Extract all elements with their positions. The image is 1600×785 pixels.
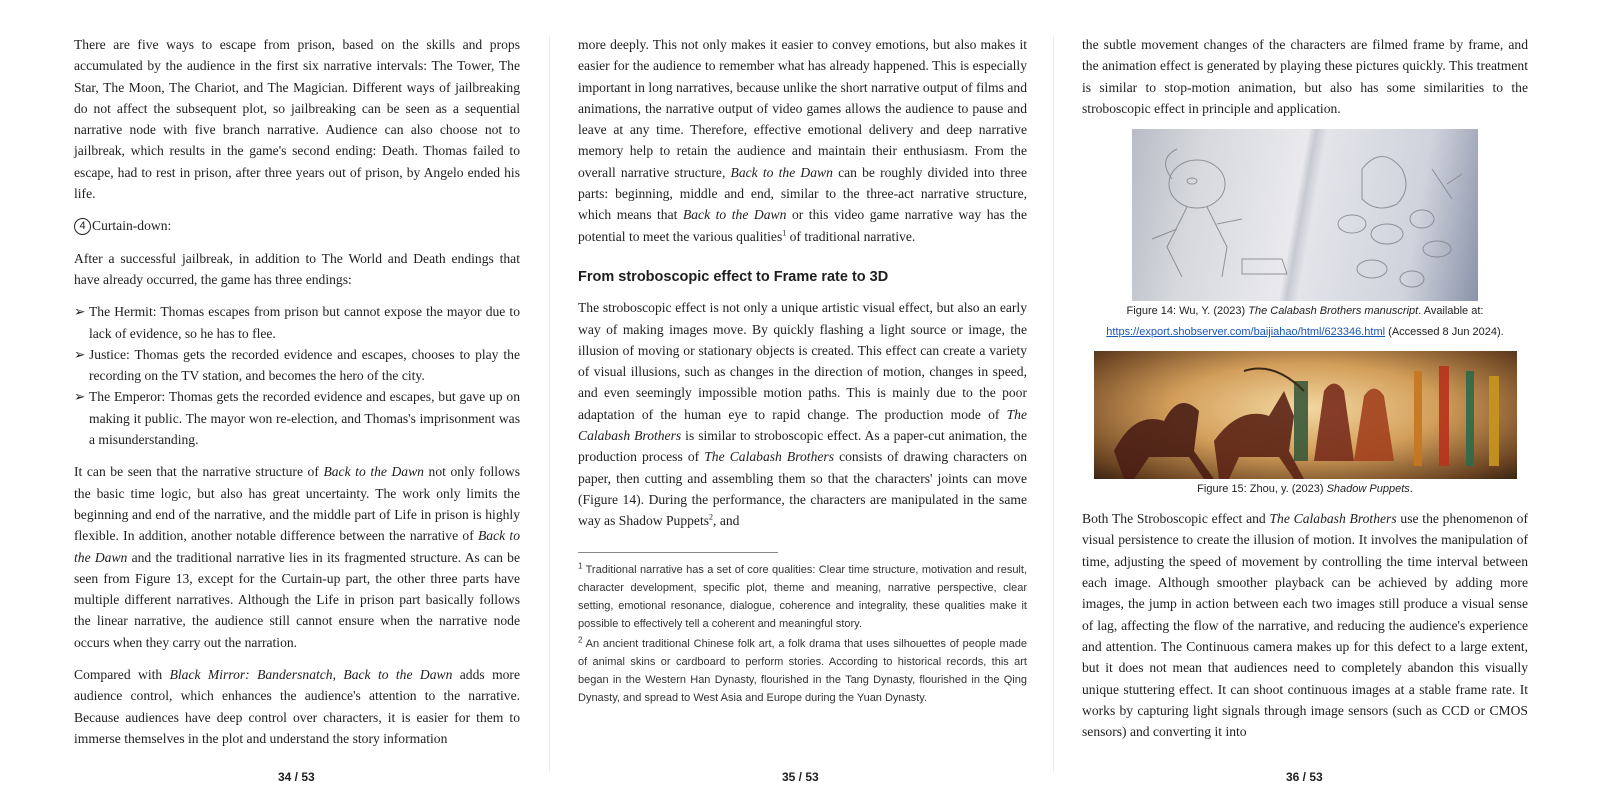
shadow-puppets-illustration [1094, 351, 1517, 479]
text-run: of traditional narrative. [786, 228, 916, 244]
list-item [74, 386, 520, 450]
paragraph: the subtle movement changes of the characters are filmed frame by frame, and the animation effect is generated by playing these pictures quickly. This treatment is similar to stop-motion animation, but also has some similarities to the stroboscopic effect in principle and application. [1082, 37, 1528, 116]
paragraph: After a successful jailbreak, in addition to The World and Death endings that have already occurred, the game has three endings: [74, 250, 520, 287]
arrow-bullet-icon: ➢ [74, 304, 86, 320]
list-item [74, 301, 520, 344]
italic-title: The Calabash Brothers [1269, 511, 1397, 527]
footnote-mark: 1 [578, 560, 583, 570]
text-run: adds more audience control, which enhances the audience's attention to the narrative. Because audiences have deep control over characters, it is easier for them to immerse themselves in the plot and understand the story information [74, 667, 520, 746]
figure-14-image [1132, 129, 1478, 301]
paragraph [578, 297, 1027, 531]
text-run: use the phenomenon of visual persistence to create the illusion of motion. It involves the manipulation of time, adjusting the speed of movement by controlling the time interval between each image. Although smoother playback can be achieved by adding more images, the jump in action between each two images still produce a visual sense of lag, affecting the flow of the narrative, and reducing the audience's experience and attention. The Continuous camera makes up for this defect to a large extent, but it does not mean that audiences need to completely abandon this visually unique stuttering effect. It can shoot continuous images at a stable frame rate. It works by capturing light signals through image sensors (such as CCD or CMOS sensors) and converting it into [1082, 511, 1528, 740]
arrow-bullet-icon: ➢ [74, 346, 86, 362]
list-item [74, 344, 520, 387]
page-separator-1 [549, 36, 550, 772]
caption-text: (Accessed 8 Jun 2024). [1385, 326, 1504, 339]
figure-14-caption [1082, 301, 1528, 343]
figure-15-caption [1082, 479, 1528, 500]
caption-text: . [1409, 483, 1413, 496]
list-item-text: Justice: Thomas gets the recorded evidence and escapes, chooses to play the recording on the TV station, and becomes the hero of the city. [89, 346, 520, 384]
footnote-mark: 2 [578, 634, 583, 644]
italic-title: Back to the Dawn [343, 667, 453, 683]
caption-italic: The Calabash Brothers manuscript [1248, 305, 1419, 318]
section-heading [74, 215, 520, 236]
paragraph: There are five ways to escape from prison, based on the skills and props accumulated by the audience in the first six narrative intervals: The Tower, The Star, The Moon, The Chariot, and The Magician. Different ways of jailbreaking do not affect the subsequent plot, so jailbreaking can be seen as a sequential narrative node with five branch narrative. Audience can also choose not to jailbreak, which results in the game's second ending: Death. Thomas failed to escape, had to rest in prison, after three years out of prison, by Angelo ended his life. [74, 37, 520, 202]
paragraph [74, 461, 520, 653]
circled-number: 4 [74, 218, 91, 235]
italic-title: Back to the Dawn [730, 164, 833, 180]
caption-text: Figure 14: Wu, Y. (2023) [1126, 305, 1249, 318]
text-run: It can be seen that the narrative structure of [74, 464, 324, 480]
page-34 [74, 34, 520, 760]
italic-title: Back to the Dawn [682, 207, 787, 223]
paragraph [578, 34, 1027, 247]
text-run: and the traditional narrative lies in its fragmented structure. As can be seen from Figure 13, except for the Curtain-up part, the other three parts have multiple different narratives. Although the Life in prison part basically follows the linear narrative, the audience still cannot ensure when the narrative node occurs when they carry out the narration. [74, 549, 520, 650]
page-separator-2 [1053, 36, 1054, 772]
text-run: can be roughly divided into three parts: beginning, middle and end, similar to the three-act narrative structure, which means that [578, 164, 1028, 223]
footnote-divider [578, 552, 778, 553]
caption-text: . Available at: [1418, 305, 1484, 318]
text-run: is similar to stroboscopic effect. As a paper-cut animation, the production process of [578, 428, 1028, 465]
text-run: Compared with [74, 667, 170, 683]
caption-italic: Shadow Puppets [1326, 483, 1410, 496]
footnote-text: An ancient traditional Chinese folk art, a folk drama that uses silhouettes of people made of animal skins or cardboard to perform stories. According to historical records, this art began in the Western Han Dynasty, flourished in the Tang Dynasty, flourished in the Qing Dynasty, and spread to West Asia and Europe during the Yuan Dynasty. [578, 637, 1027, 704]
sketch-illustration [1132, 129, 1478, 301]
page-number: 36 / 53 [1286, 770, 1323, 784]
list-item-text: The Hermit: Thomas escapes from prison but cannot expose the mayor due to lack of evidence, so he has to flee. [89, 304, 520, 341]
caption-text: Figure 15: Zhou, y. (2023) [1197, 483, 1327, 496]
page-number: 34 / 53 [278, 770, 315, 784]
section-heading-text: Curtain-down: [92, 218, 172, 234]
section-heading: From stroboscopic effect to Frame rate to 3D [578, 268, 889, 285]
page-36 [1082, 34, 1528, 753]
endings-list [74, 301, 520, 450]
footnote-ref[interactable]: 1 [782, 228, 787, 238]
text-run: more deeply. This not only makes it easier to convey emotions, but also makes it easier for the audience to remember what has already happened. This is especially important in long narratives, because unlike the short narrative output of films and animations, the narrative output of video games allows the audience to pause and leave at any time. Therefore, effective emotional delivery and deep narrative memory help to retain the audience and maintain their enthusiasm. From the overall narrative structure, [578, 37, 1027, 180]
list-item-text: The Emperor: Thomas gets the recorded evidence and escapes, but gave up on making it public. The mayor won re-election, and Thomas's imprisonment was a misunderstanding. [89, 389, 520, 448]
footnote-ref[interactable]: 2 [709, 512, 714, 522]
footnote-text: Traditional narrative has a set of core qualities: Clear time structure, motivation and result, character development, specific plot, theme and meaning, narrative perspective, clear setting, emotional resonance, dialogue, coherence and integrality, these qualities make it possible to effectively tell a coherent and meaningful story. [578, 563, 1027, 630]
footnote [578, 561, 1027, 633]
italic-title: The Calabash Brothers [578, 406, 1027, 444]
paragraph [74, 664, 520, 749]
page-number: 35 / 53 [782, 770, 819, 784]
text-run: consists of drawing characters on paper, then cutting and assembling them so that the characters' joints can move (Figure 14). During the performance, the characters are manipulated in the same way as Shadow Puppets [578, 449, 1027, 529]
italic-title: Black Mirror: Bandersnatch [169, 667, 333, 683]
text-run: Both The Stroboscopic effect and [1082, 511, 1270, 527]
text-run: , and [713, 513, 740, 529]
italic-title: Back to the Dawn [323, 464, 424, 480]
figure-15-image [1094, 351, 1517, 479]
text-run: The stroboscopic effect is not only a unique artistic visual effect, but also an early way of making images move. By quickly flashing a light source or image, the illusion of moving or stationary objects is created. This effect can create a variety of visual illusions, such as changes in the direction of motion, changes in speed, and even seemingly impossible motion paths. This is mainly due to the poor adaptation of the human eye to rapid change. The production mode of [578, 300, 1027, 422]
source-link[interactable]: https://export.shobserver.com/baijiahao/html/623346.html [1106, 326, 1386, 339]
footnote [578, 635, 1027, 707]
italic-title: The Calabash Brothers [704, 449, 834, 465]
italic-title: Back to the Dawn [74, 528, 521, 565]
text-run: not only follows the basic time logic, but also has great uncertainty. The work only limits the beginning and end of the narrative, and the middle part of Life in prison is highly flexible. In addition, another notable difference between the narrative of [74, 464, 520, 544]
text-run: , [332, 667, 344, 683]
page-35 [578, 34, 1027, 709]
paragraph [1082, 508, 1528, 742]
text-run: or this video game narrative way has the potential to meet the various qualities [578, 207, 1027, 244]
arrow-bullet-icon: ➢ [74, 389, 86, 405]
